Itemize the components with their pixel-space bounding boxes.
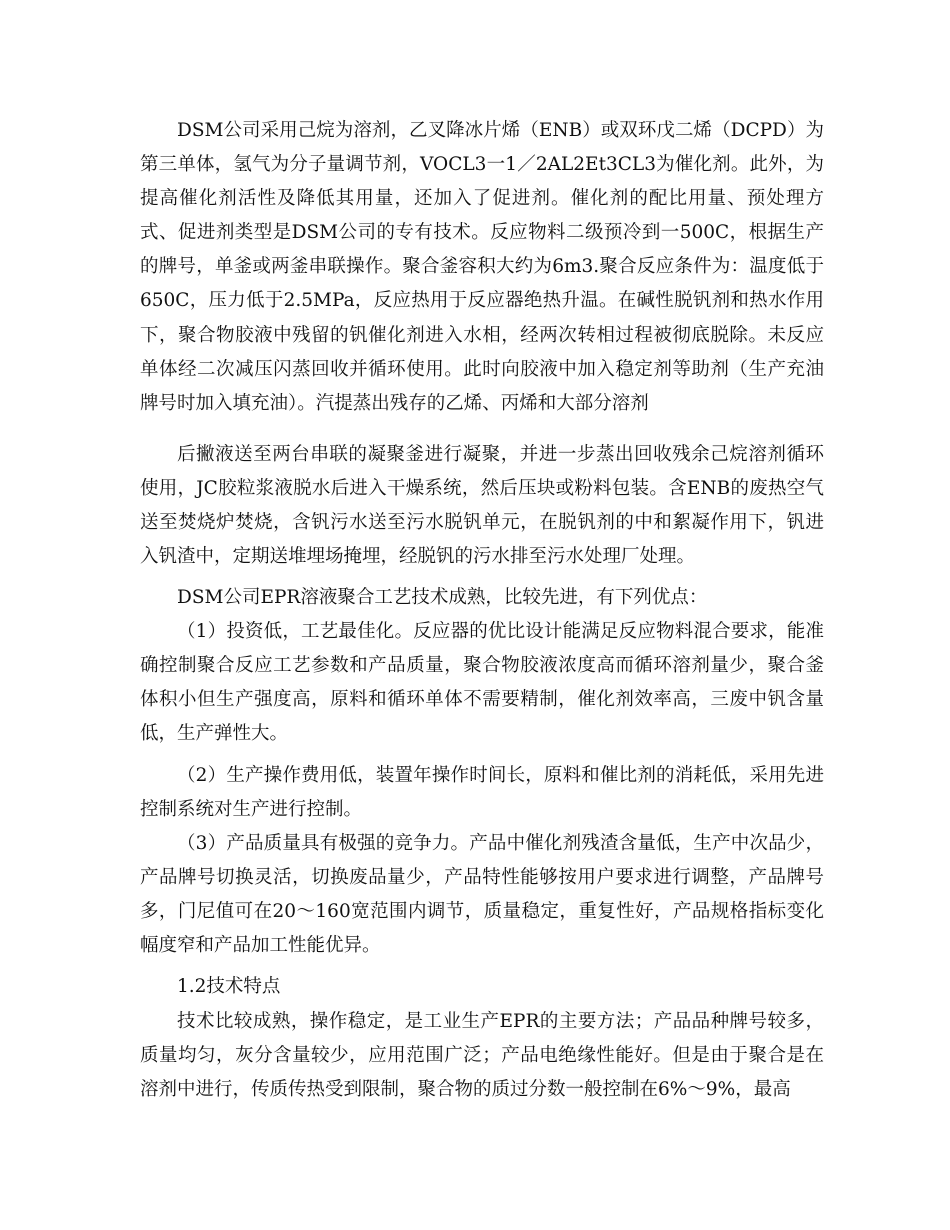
- paragraph-advantages-intro: DSM公司EPR溶液聚合工艺技术成熟，比较先进，有下列优点：: [177, 587, 708, 608]
- paragraph-advantage-2: （2）生产操作费用低，装置年操作时间长，原料和催比剂的消耗低，采用先进控制系统对生产进行控制。: [140, 765, 824, 821]
- section-heading-1-2: 1.2技术特点: [177, 976, 281, 997]
- paragraph-tech-features: 技术比较成熟，操作稳定，是工业生产EPR的主要方法；产品品种牌号较多，质量均匀，灰分含量较少，应用范围广泛；产品电绝缘性能好。但是由于聚合是在溶剂中进行，传质传热受到限制，聚合物的质过分数一般控制在6%～9%，最高: [140, 1011, 824, 1101]
- paragraph-advantage-1: （1）投资低，工艺最佳化。反应器的优比设计能满足反应物料混合要求，能准确控制聚合反应工艺参数和产品质量，聚合物胶液浓度高而循环溶剂量少，聚合釜体积小但生产强度高，原料和循环单体不需要精制，催化剂效率高，三废中钒含量低，生产弹性大。: [140, 621, 824, 745]
- paragraph-advantage-3: （3）产品质量具有极强的竞争力。产品中催化剂残渣含量低，生产中次品少，产品牌号切换灵活，切换废品量少，产品特性能够按用户要求进行调整，产品牌号多，门尼值可在20～160宽范围内调节，质量稳定，重复性好，产品规格指标变化幅度窄和产品加工性能优异。: [140, 833, 824, 957]
- paragraph-dsm-process: DSM公司采用己烷为溶剂，乙叉降冰片烯（ENB）或双环戊二烯（DCPD）为第三单体，氢气为分子量调节剂，VOCL3一1／2AL2Et3CL3为催化剂。此外，为提高催化剂活性及降低其用量，还加入了促进剂。催化剂的配比用量、预处理方式、促进剂类型是DSM公司的专有技术。反应物料二级预冷到一500C，根据生产的牌号，单釜或两釜串联操作。聚合釜容积大约为6m3.聚合反应条件为：温度低于650C，压力低于2.5MPa，反应热用于反应器绝热升温。在碱性脱钒剂和热水作用下，聚合物胶液中残留的钒催化剂进入水相，经两次转相过程被彻底脱除。未反应单体经二次减压闪蒸回收并循环使用。此时向胶液中加入稳定剂等助剂（生产充油牌号时加入填充油）。汽提蒸出残存的乙烯、丙烯和大部分溶剂: [140, 120, 824, 414]
- paragraph-coagulation: 后撇液送至两台串联的凝聚釜进行凝聚，并进一步蒸出回收残余己烷溶剂循环使用，JC胶粒浆液脱水后进入干燥系统，然后压块或粉料包装。含ENB的废热空气送至焚烧炉焚烧，含钒污水送至污水脱钒单元，在脱钒剂的中和絮凝作用下，钒进入钒渣中，定期送堆埋场掩埋，经脱钒的污水排至污水处理厂处理。: [140, 444, 824, 568]
